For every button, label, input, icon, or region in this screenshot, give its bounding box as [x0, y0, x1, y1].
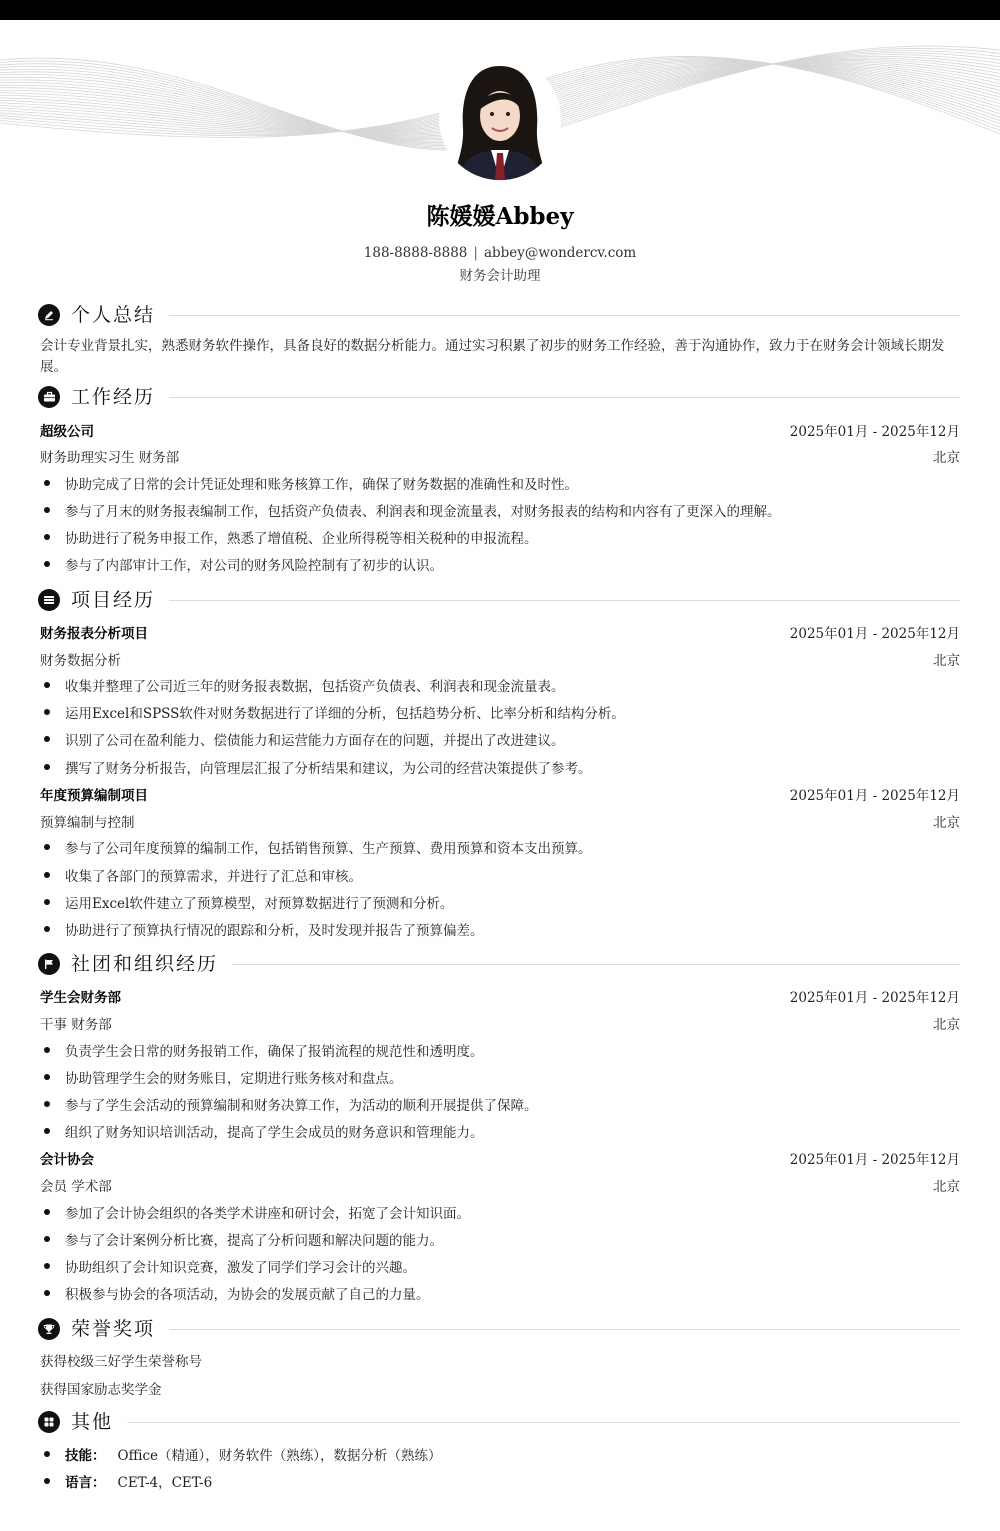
section-divider	[169, 397, 960, 398]
bullet-dot	[44, 1101, 50, 1107]
avatar	[439, 58, 561, 180]
bullet-dot	[44, 709, 50, 715]
section-summary-header	[38, 300, 960, 330]
bullet-text: 参与了会计案例分析比赛，提高了分析问题和解决问题的能力。	[65, 1233, 443, 1249]
entry-dates: 2025年01月 - 2025年12月	[789, 1152, 960, 1168]
bullet-dot	[44, 1236, 50, 1242]
bullet-text: 参与了月末的财务报表编制工作，包括资产负债表、利润表和现金流量表，对财务报表的结构和内容有了更深入的理解。	[65, 504, 781, 520]
entry-org: 财务报表分析项目	[40, 626, 148, 642]
bullet-dot	[44, 480, 50, 486]
entry-role: 预算编制与控制	[40, 815, 135, 831]
section-divider	[169, 1329, 960, 1330]
section-divider	[169, 600, 960, 601]
bullet-text: 积极参与协会的各项活动，为协会的发展贡献了自己的力量。	[65, 1287, 430, 1303]
entry-dates: 2025年01月 - 2025年12月	[789, 424, 960, 440]
section-title: 社团和组织经历	[71, 953, 219, 975]
honor-item: 获得国家励志奖学金	[40, 1382, 162, 1398]
bullet-text: 收集并整理了公司近三年的财务报表数据，包括资产负债表、利润表和现金流量表。	[65, 679, 565, 695]
section-title: 其他	[71, 1411, 114, 1433]
bullet-text: 识别了公司在盈利能力、偿债能力和运营能力方面存在的问题，并提出了改进建议。	[65, 733, 565, 749]
bullet-text: 协助完成了日常的会计凭证处理和账务核算工作，确保了财务数据的准确性和及时性。	[65, 477, 578, 493]
top-bar	[0, 0, 1000, 20]
entry-dates: 2025年01月 - 2025年12月	[789, 626, 960, 642]
section-divider	[232, 964, 960, 965]
bullet-text: 协助管理学生会的财务账目，定期进行账务核对和盘点。	[65, 1071, 403, 1087]
other-item-skills	[40, 1442, 960, 1466]
contact-separator: |	[473, 245, 478, 261]
section-title: 工作经历	[71, 386, 156, 408]
pen-icon	[38, 304, 60, 326]
entry-role: 财务数据分析	[40, 653, 121, 669]
bullet-dot	[44, 1263, 50, 1269]
bullet-item	[40, 1200, 960, 1224]
section-honors-header	[38, 1314, 960, 1344]
honor-item: 获得校级三好学生荣誉称号	[40, 1354, 202, 1370]
bullet-dot	[44, 561, 50, 567]
bullet-text: 参与了学生会活动的预算编制和财务决算工作，为活动的顺利开展提供了保障。	[65, 1098, 538, 1114]
bullet-item	[40, 552, 960, 576]
entry-subheader	[40, 444, 960, 468]
entry-org: 超级公司	[40, 424, 94, 440]
section-projects-header	[38, 585, 960, 615]
bullet-text: 负责学生会日常的财务报销工作，确保了报销流程的规范性和透明度。	[65, 1044, 484, 1060]
section-clubs-header	[38, 949, 960, 979]
bullet-text: 撰写了财务分析报告，向管理层汇报了分析结果和建议，为公司的经营决策提供了参考。	[65, 761, 592, 777]
bullet-dot	[44, 1478, 50, 1484]
bullet-item	[40, 1119, 960, 1143]
entry-location: 北京	[933, 450, 960, 466]
bullet-dot	[44, 926, 50, 932]
other-item-languages	[40, 1469, 960, 1493]
bullet-item	[40, 835, 960, 859]
entry-subheader	[40, 647, 960, 671]
bullet-item	[40, 1065, 960, 1089]
entry-dates: 2025年01月 - 2025年12月	[789, 990, 960, 1006]
list-icon	[38, 589, 60, 611]
entry-location: 北京	[933, 1017, 960, 1033]
bullet-item	[40, 673, 960, 697]
bullet-item	[40, 755, 960, 779]
entry-role: 会员 学术部	[40, 1179, 112, 1195]
bullet-dot	[44, 1074, 50, 1080]
bullet-dot	[44, 1128, 50, 1134]
entry-org: 学生会财务部	[40, 990, 121, 1006]
bullet-text: 组织了财务知识培训活动，提高了学生会成员的财务意识和管理能力。	[65, 1125, 484, 1141]
trophy-icon	[38, 1318, 60, 1340]
bullet-item	[40, 1038, 960, 1062]
bullet-dot	[44, 1451, 50, 1457]
candidate-name: 陈媛媛Abbey	[426, 203, 574, 230]
bullet-item	[40, 1092, 960, 1116]
contact-line	[0, 242, 1000, 264]
entry-role: 干事 财务部	[40, 1017, 112, 1033]
bullet-text: 收集了各部门的预算需求，并进行了汇总和审核。	[65, 869, 362, 885]
entry-location: 北京	[933, 653, 960, 669]
bullet-item	[40, 1227, 960, 1251]
bullet-text: 参加了会计协会组织的各类学术讲座和研讨会，拓宽了会计知识面。	[65, 1206, 470, 1222]
bullet-item	[40, 1254, 960, 1278]
other-item-label: 技能：	[65, 1448, 106, 1464]
bullet-dot	[44, 872, 50, 878]
bullet-item	[40, 1281, 960, 1305]
briefcase-icon	[38, 386, 60, 408]
section-title: 个人总结	[71, 304, 156, 326]
bullet-item	[40, 863, 960, 887]
section-title: 荣誉奖项	[71, 1318, 156, 1340]
entry-header	[40, 782, 960, 806]
summary-text: 会计专业背景扎实，熟悉财务软件操作，具备良好的数据分析能力。通过实习积累了初步的财务工作经验，善于沟通协作，致力于在财务会计领域长期发展。	[40, 338, 945, 375]
entry-location: 北京	[933, 815, 960, 831]
section-title: 项目经历	[71, 589, 156, 611]
bullet-dot	[44, 736, 50, 742]
other-item-label: 语言：	[65, 1475, 106, 1491]
section-work-header	[38, 382, 960, 412]
flag-icon	[38, 953, 60, 975]
bullet-text: 协助进行了税务申报工作，熟悉了增值税、企业所得税等相关税种的申报流程。	[65, 531, 538, 547]
bullet-text: 参与了公司年度预算的编制工作，包括销售预算、生产预算、费用预算和资本支出预算。	[65, 841, 592, 857]
entry-header	[40, 984, 960, 1008]
bullet-text: 协助组织了会计知识竞赛，激发了同学们学习会计的兴趣。	[65, 1260, 416, 1276]
bullet-dot	[44, 899, 50, 905]
target-position: 财务会计助理	[459, 268, 541, 284]
bullet-item	[40, 525, 960, 549]
entry-org: 会计协会	[40, 1152, 94, 1168]
entry-subheader	[40, 1173, 960, 1197]
bullet-text: 运用Excel软件建立了预算模型，对预算数据进行了预测和分析。	[65, 896, 454, 912]
bullet-text: 参与了内部审计工作，对公司的财务风险控制有了初步的认识。	[65, 558, 443, 574]
bullet-dot	[44, 764, 50, 770]
bullet-item	[40, 917, 960, 941]
entry-header	[40, 1146, 960, 1170]
entry-subheader	[40, 809, 960, 833]
phone-number: 188-8888-8888	[363, 245, 468, 261]
bullet-item	[40, 498, 960, 522]
entry-header	[40, 620, 960, 644]
entry-role: 财务助理实习生 财务部	[40, 450, 180, 466]
entry-subheader	[40, 1011, 960, 1035]
bullet-dot	[44, 844, 50, 850]
email-address: abbey@wondercv.com	[483, 245, 637, 261]
bullet-item	[40, 471, 960, 495]
entry-dates: 2025年01月 - 2025年12月	[789, 788, 960, 804]
bullet-text: 协助进行了预算执行情况的跟踪和分析，及时发现并报告了预算偏差。	[65, 923, 484, 939]
entry-org: 年度预算编制项目	[40, 788, 148, 804]
bullet-dot	[44, 507, 50, 513]
bullet-dot	[44, 1209, 50, 1215]
grid-icon	[38, 1411, 60, 1433]
other-item-value: CET-4，CET-6	[117, 1475, 213, 1491]
bullet-text: 运用Excel和SPSS软件对财务数据进行了详细的分析，包括趋势分析、比率分析和结构分析。	[65, 706, 625, 722]
section-divider	[169, 315, 960, 316]
section-divider	[127, 1422, 960, 1423]
bullet-item	[40, 727, 960, 751]
entry-header	[40, 418, 960, 442]
bullet-dot	[44, 534, 50, 540]
entry-location: 北京	[933, 1179, 960, 1195]
bullet-item	[40, 700, 960, 724]
bullet-dot	[44, 1290, 50, 1296]
section-other-header	[38, 1407, 960, 1437]
bullet-dot	[44, 1047, 50, 1053]
bullet-item	[40, 890, 960, 914]
bullet-dot	[44, 682, 50, 688]
other-item-value: Office（精通），财务软件（熟练），数据分析（熟练）	[117, 1448, 442, 1464]
